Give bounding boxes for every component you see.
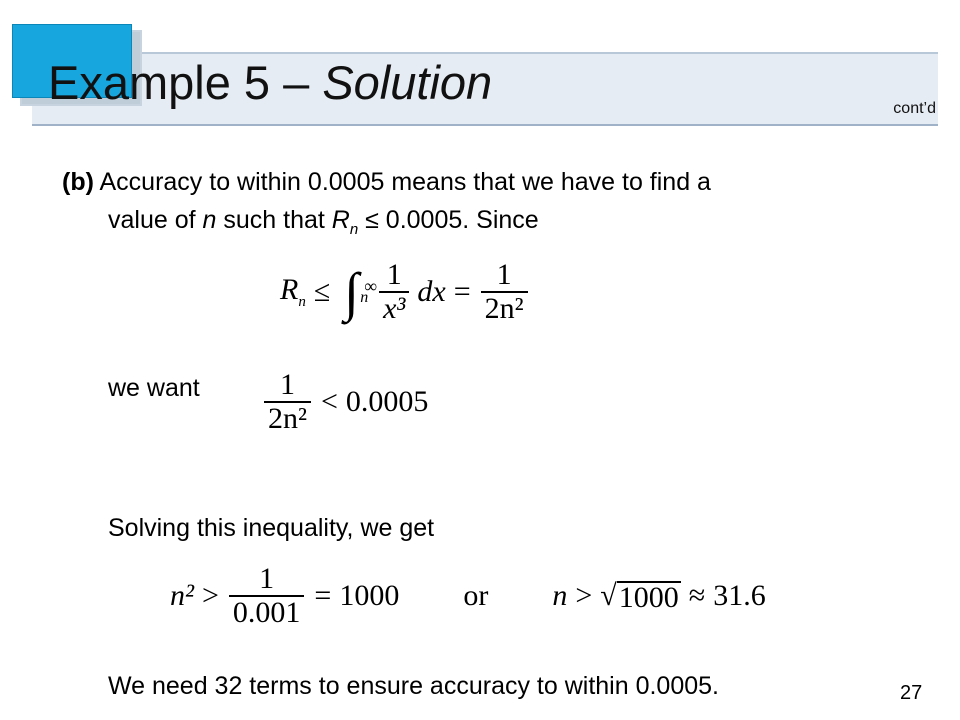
eq3-relation-2: > [575, 579, 593, 612]
eq2-relation: < [321, 385, 338, 418]
eq2-value: 0.0005 [345, 385, 429, 418]
var-R-subscript: n [349, 221, 359, 238]
title-bar-rule [32, 52, 938, 54]
eq1-rhs-num: 1 [496, 258, 512, 291]
eq3-result: 31.6 [713, 579, 766, 612]
eq3-lhs: n² [170, 579, 194, 612]
equation-integral-bound [280, 256, 578, 328]
eq3-or: or [463, 579, 489, 612]
eq1-dx: dx [417, 275, 446, 308]
conclusion-text: We need 32 terms to ensure accuracy to within 0.0005. [108, 672, 719, 700]
we-want-label: we want [108, 374, 200, 402]
page-number: 27 [900, 682, 923, 704]
eq1-equals: = [453, 275, 471, 308]
radical-sign: √ [600, 579, 617, 612]
eq3-num: 1 [259, 562, 275, 595]
eq3-equals: = [314, 579, 332, 612]
eq3-relation: > [202, 579, 219, 612]
slide-title [48, 55, 492, 110]
body-line-1-text: Accuracy to within 0.0005 means that we have to find a [99, 168, 711, 196]
part-label: (b) [62, 168, 94, 196]
integral-sign: ∫ ∞ n [344, 265, 359, 319]
body-line-2 [108, 204, 539, 246]
eq1-lhs: $R_n$ [280, 273, 306, 310]
body-line-2-a: value of [108, 206, 203, 234]
eq1-relation: ≤ [313, 275, 331, 308]
radicand: 1000 [618, 581, 679, 614]
eq1-integrand-den: x³ [379, 291, 409, 325]
body-line-2-b: such that [216, 206, 332, 234]
equation-target-inequality [262, 366, 458, 438]
equation-solution [170, 560, 840, 632]
solving-label: Solving this inequality, we get [108, 514, 435, 542]
integral-upper-limit: ∞ [364, 276, 378, 296]
eq3-value: 1000 [339, 579, 400, 612]
eq3-approx: ≈ [688, 579, 706, 612]
slide-title-italic: Solution [322, 56, 493, 109]
eq1-rhs-fraction [481, 259, 528, 325]
eq1-rhs-den: 2n² [481, 291, 528, 325]
square-root [600, 579, 680, 613]
body-line-1 [62, 166, 711, 198]
eq3-fraction [229, 563, 305, 629]
slide-title-main: Example 5 – [48, 56, 323, 109]
var-n: n [202, 206, 217, 234]
eq2-den: 2n² [264, 401, 311, 435]
eq2-fraction [264, 369, 311, 435]
integral-lower-limit: n [360, 289, 369, 306]
eq1-integrand-num: 1 [386, 258, 402, 291]
eq3-n: n [552, 579, 568, 612]
var-R: R [331, 206, 350, 234]
eq2-num: 1 [280, 368, 295, 401]
eq1-integrand-fraction [379, 259, 409, 325]
continued-label: cont’d [893, 100, 936, 117]
body-line-2-c: ≤ 0.0005. Since [358, 206, 539, 234]
eq3-den: 0.001 [229, 595, 305, 629]
